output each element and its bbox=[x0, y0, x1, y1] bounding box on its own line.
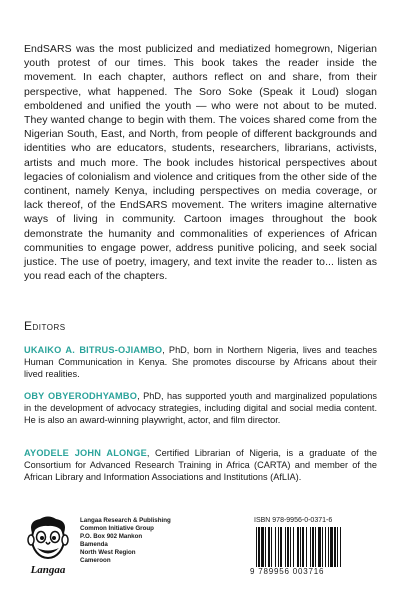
barcode-bar bbox=[280, 527, 282, 567]
cartoon-face-icon bbox=[28, 517, 68, 559]
barcode-bar bbox=[278, 527, 279, 567]
barcode-bar bbox=[337, 527, 338, 567]
barcode-bar bbox=[312, 527, 314, 567]
barcode-bar bbox=[306, 527, 307, 567]
barcode-bar bbox=[297, 527, 299, 567]
publisher-line: Bamenda bbox=[80, 541, 108, 549]
isbn-barcode bbox=[254, 527, 374, 567]
barcode-bar bbox=[285, 527, 286, 567]
editor-bio bbox=[24, 391, 377, 426]
barcode-bar bbox=[330, 527, 333, 567]
barcode-bar bbox=[315, 527, 316, 567]
barcode-bar bbox=[340, 527, 341, 567]
barcode-bar bbox=[287, 527, 289, 567]
barcode-bar bbox=[325, 527, 326, 567]
barcode-bar bbox=[300, 527, 301, 567]
barcode-bar bbox=[258, 527, 260, 567]
barcode-bar bbox=[268, 527, 270, 567]
editor-bio-text: , PhD, born in Northern Nigeria, lives and teaches Human Communication in Kenya. She promotes discourse by Africans about their lived realities. bbox=[24, 345, 378, 379]
barcode-bar bbox=[293, 527, 294, 567]
publisher-line: North West Region bbox=[80, 549, 136, 557]
editor-bio-text: , PhD, has supported youth and marginalized populations in the development of advocacy strategies, including digital and social media content. He is also an award-winning playwright, actor, and film director. bbox=[24, 391, 377, 425]
editor-bio bbox=[24, 345, 377, 380]
publisher-line: Common Initiative Group bbox=[80, 525, 154, 533]
editors-heading: Editors bbox=[24, 319, 66, 333]
publisher-logo-wordmark: Langaa bbox=[30, 564, 66, 576]
back-cover-blurb: EndSARS was the most publicized and mediatized homegrown, Nigerian youth protest of our times. This book takes the reader inside the movement. In each chapter, authors reflect on and share, from their perspective, what happened. The Soro Soke (Speak it Loud) slogan emboldened and unified the youth — who were not about to be muted. They wanted change to begin with them. The voices shared come from the Nigerian South, East, and North, from people of different backgrounds and identities who are educators, students, researchers, librarians, activists, artists and much more. The book includes historical perspectives about legacies of colonialism and violence and critiques from the other side of the continent, namely Kenya, including perspectives on media coverage, or lack thereof, of the EndSARS movement. The writers imagine alternative ways of living in community. Cartoon images throughout the book demonstrate the humanity and commonalities of experiences of African communities to engage power, address punitive policing, and seek social justice. The use of poetry, imagery, and text invite the reader to... listen as you read each of the chapters. bbox=[24, 43, 377, 283]
editor-bio-text: , Certified Librarian of Nigeria, is a graduate of the Consortium for Advanced Research Training in Africa (CARTA) and member of the African Library and Information Associations and Institutions (AfLIA). bbox=[24, 448, 377, 482]
editor-name: AYODELE JOHN ALONGE bbox=[24, 448, 147, 458]
editor-name: OBY OBYERODHYAMBO bbox=[24, 391, 138, 401]
publisher-line: Langaa Research & Publishing bbox=[80, 517, 171, 524]
barcode-bar bbox=[334, 527, 336, 567]
editor-name: UKAIKO A. BITRUS-OJIAMBO bbox=[24, 345, 163, 355]
barcode-bar bbox=[265, 527, 266, 567]
publisher-line: Cameroon bbox=[80, 557, 111, 565]
barcode-bar bbox=[322, 527, 323, 567]
barcode-bar bbox=[271, 527, 272, 567]
barcode-bar bbox=[328, 527, 329, 567]
barcode-bar bbox=[275, 527, 276, 567]
barcode-bar bbox=[290, 527, 291, 567]
barcode-bar bbox=[318, 527, 321, 567]
barcode-bar bbox=[261, 527, 264, 567]
barcode-bar bbox=[302, 527, 304, 567]
publisher-address bbox=[80, 517, 171, 566]
publisher-line: P.O. Box 902 Mankon bbox=[80, 533, 143, 541]
editor-bio bbox=[24, 448, 377, 483]
publisher-logo bbox=[24, 515, 72, 577]
isbn-label: ISBN 978-9956-0-0371-6 bbox=[254, 517, 333, 524]
isbn-digits: 9 789956 003716 bbox=[250, 567, 325, 576]
barcode-bar bbox=[256, 527, 257, 567]
barcode-bar bbox=[310, 527, 311, 567]
